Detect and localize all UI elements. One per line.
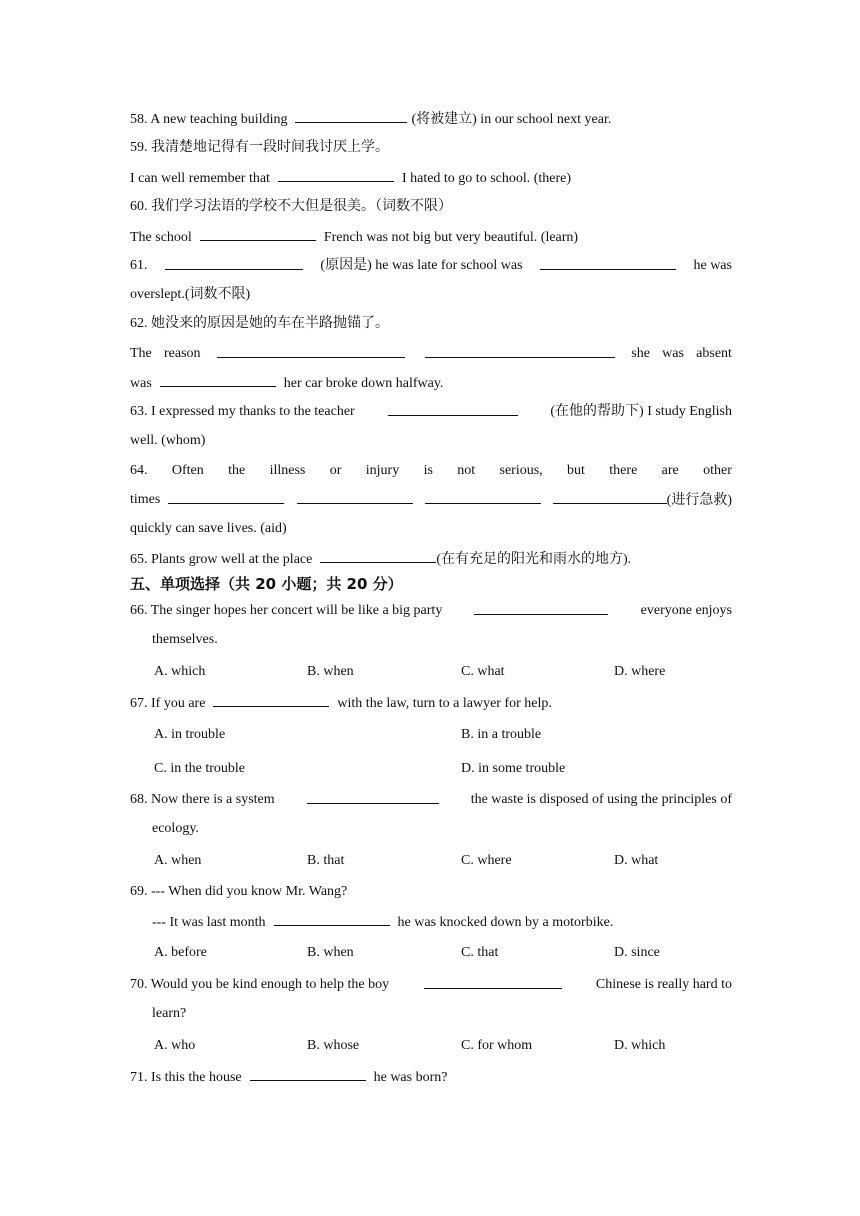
option-c[interactable]: C. where <box>461 853 512 868</box>
option-c[interactable]: C. for whom <box>461 1038 533 1053</box>
option-c[interactable]: C. that <box>461 945 499 960</box>
answer-blank[interactable] <box>474 602 608 615</box>
option-b[interactable]: B. in a trouble <box>461 727 542 742</box>
question-64-blanks: times (进行急救) <box>130 492 732 508</box>
option-a[interactable]: A. in trouble <box>154 727 226 742</box>
question-58: 58. A new teaching building (将被建立) in our school next year. <box>130 112 612 127</box>
question-68: 68. Now there is a system the waste is disposed of using the principles of <box>130 792 732 807</box>
question-59: I can well remember that I hated to go to school. (there) <box>130 171 572 186</box>
option-d[interactable]: D. where <box>614 664 666 679</box>
question-66: 66. The singer hopes her concert will be like a big party everyone enjoys <box>130 603 732 618</box>
answer-blank[interactable] <box>274 913 390 926</box>
answer-blank[interactable] <box>160 374 276 387</box>
answer-blank[interactable] <box>553 491 667 504</box>
question-63: 63. I expressed my thanks to the teacher (在他的帮助下) I study English <box>130 404 732 419</box>
answer-blank[interactable] <box>307 791 439 804</box>
answer-blank[interactable] <box>388 403 518 416</box>
question-61-cont: overslept.(词数不限) <box>130 287 251 302</box>
answer-blank[interactable] <box>278 169 394 182</box>
answer-blank[interactable] <box>217 345 405 358</box>
answer-blank[interactable] <box>213 694 329 707</box>
option-a[interactable]: A. which <box>154 664 206 679</box>
answer-blank[interactable] <box>424 976 562 989</box>
question-62: The reason she was absent <box>130 346 732 361</box>
question-71: 71. Is this the house he was born? <box>130 1070 448 1085</box>
question-64-cont: quickly can save lives. (aid) <box>130 521 287 536</box>
question-63-cont: well. (whom) <box>130 433 206 448</box>
option-b[interactable]: B. when <box>307 945 354 960</box>
option-c[interactable]: C. in the trouble <box>154 761 245 776</box>
question-66-cont: themselves. <box>152 632 218 647</box>
option-d[interactable]: D. what <box>614 853 659 868</box>
option-a[interactable]: A. when <box>154 853 202 868</box>
question-60: The school French was not big but very beautiful. (learn) <box>130 230 579 245</box>
option-a[interactable]: A. before <box>154 945 207 960</box>
option-b[interactable]: B. that <box>307 853 345 868</box>
option-c[interactable]: C. what <box>461 664 505 679</box>
section-heading: 五、单项选择（共 20 小题；共 20 分） <box>130 575 403 593</box>
option-b[interactable]: B. when <box>307 664 354 679</box>
answer-blank[interactable] <box>540 257 676 270</box>
answer-blank[interactable] <box>320 550 436 563</box>
option-d[interactable]: D. in some trouble <box>461 761 566 776</box>
question-68-cont: ecology. <box>152 821 199 836</box>
question-61: 61. (原因是) he was late for school was he was <box>130 258 732 273</box>
option-d[interactable]: D. which <box>614 1038 666 1053</box>
question-60-chinese: 60. 我们学习法语的学校不大但是很美。（词数不限） <box>130 199 452 214</box>
question-67: 67. If you are with the law, turn to a lawyer for help. <box>130 696 552 711</box>
question-64: 64. Often the illness or injury is not serious, but there are other <box>130 463 732 478</box>
answer-blank[interactable] <box>295 110 407 123</box>
option-b[interactable]: B. whose <box>307 1038 360 1053</box>
question-62-chinese: 62. 她没来的原因是她的车在半路抛锚了。 <box>130 316 389 331</box>
option-d[interactable]: D. since <box>614 945 660 960</box>
answer-blank[interactable] <box>297 491 413 504</box>
question-70-cont: learn? <box>152 1006 187 1021</box>
answer-blank[interactable] <box>168 491 284 504</box>
answer-blank[interactable] <box>425 345 615 358</box>
question-69: 69. --- When did you know Mr. Wang? <box>130 884 348 899</box>
question-69-answer-line: --- It was last month he was knocked down by a motorbike. <box>152 915 614 930</box>
answer-blank[interactable] <box>425 491 541 504</box>
question-62-cont: was her car broke down halfway. <box>130 376 444 391</box>
question-70: 70. Would you be kind enough to help the boy Chinese is really hard to <box>130 977 732 992</box>
answer-blank[interactable] <box>250 1068 366 1081</box>
option-a[interactable]: A. who <box>154 1038 196 1053</box>
answer-blank[interactable] <box>165 257 303 270</box>
question-59-chinese: 59. 我清楚地记得有一段时间我讨厌上学。 <box>130 140 389 155</box>
answer-blank[interactable] <box>200 228 316 241</box>
question-65: 65. Plants grow well at the place (在有充足的阳光和雨水的地方). <box>130 552 632 567</box>
